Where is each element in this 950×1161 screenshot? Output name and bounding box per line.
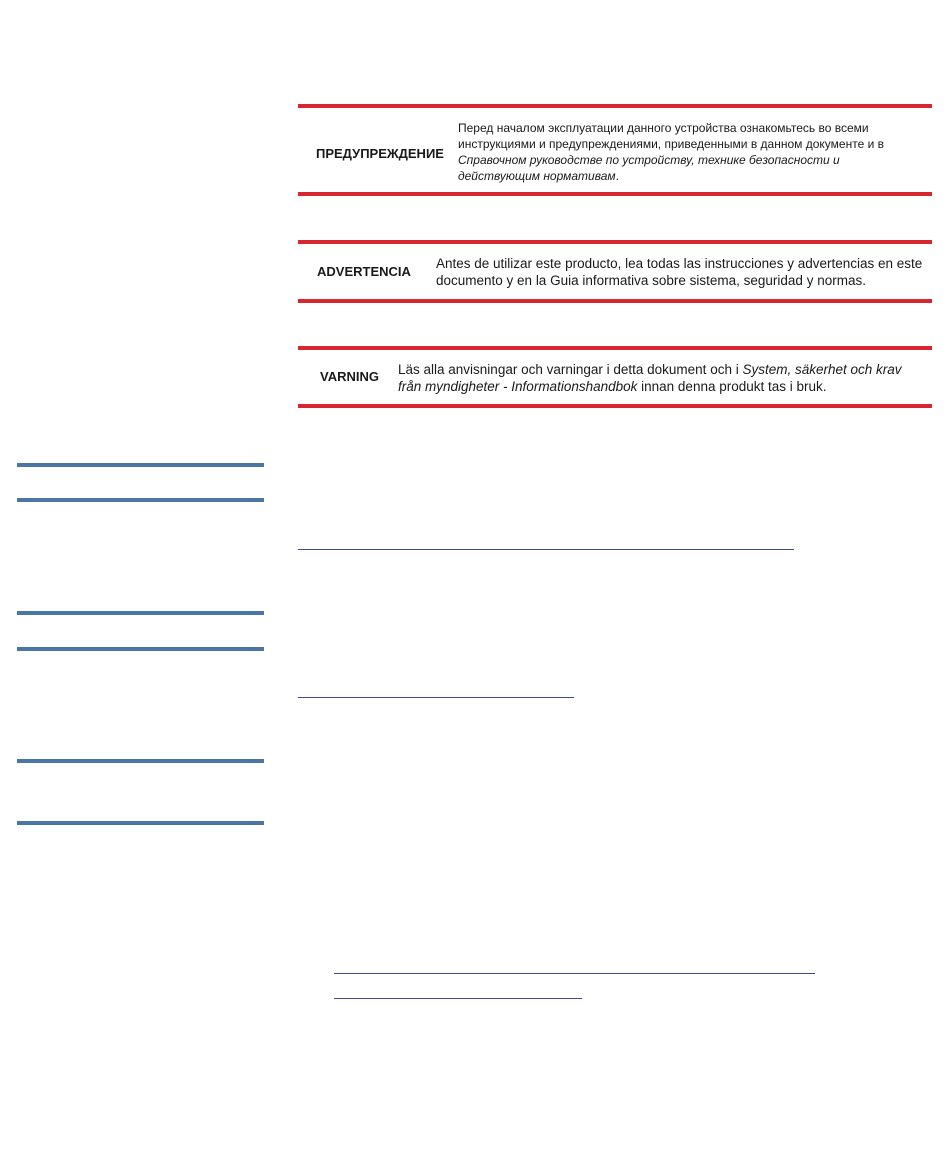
section-bottom-bar — [17, 647, 264, 651]
section-bottom-bar — [17, 498, 264, 502]
warning-text-part: . — [615, 169, 619, 183]
warning-bottom-rule — [298, 404, 932, 408]
warning-bottom-rule — [298, 299, 932, 303]
link-underline[interactable] — [298, 697, 574, 698]
link-underline[interactable] — [334, 973, 815, 974]
warning-text-reference: Справочном руководстве по устройству, технике безопасности и действующим нормативам — [458, 153, 840, 183]
warning-top-rule — [298, 346, 932, 350]
warning-text — [458, 120, 898, 184]
link-underline[interactable] — [298, 549, 794, 550]
warning-text — [398, 361, 918, 395]
warning-top-rule — [298, 104, 932, 108]
warning-text-reference: System, säkerhet och krav från myndigheter - Informationshandbok — [398, 362, 902, 394]
section-bottom-bar — [17, 821, 264, 825]
warning-label: ADVERTENCIA — [317, 264, 411, 279]
warning-text-part: innan denna produkt tas i bruk. — [637, 379, 827, 394]
section-top-bar — [17, 759, 264, 763]
section-top-bar — [17, 463, 264, 467]
warning-label: ПРЕДУПРЕЖДЕНИЕ — [316, 146, 444, 161]
warning-top-rule — [298, 240, 932, 244]
warning-label: VARNING — [320, 369, 379, 384]
warning-text-part: Läs alla anvisningar och varningar i detta dokument och i — [398, 362, 743, 377]
warning-text: Antes de utilizar este producto, lea todas las instrucciones y advertencias en este documento y en la Guia informativa sobre sistema, seguridad y normas. — [436, 256, 923, 288]
warning-text-part: Перед началом эксплуатации данного устройства ознакомьтесь во всеми инструкциями и предупреждениями, приведенными в данном документе и в — [458, 121, 884, 151]
warning-bottom-rule — [298, 192, 932, 196]
section-top-bar — [17, 611, 264, 615]
link-underline[interactable] — [334, 998, 582, 999]
